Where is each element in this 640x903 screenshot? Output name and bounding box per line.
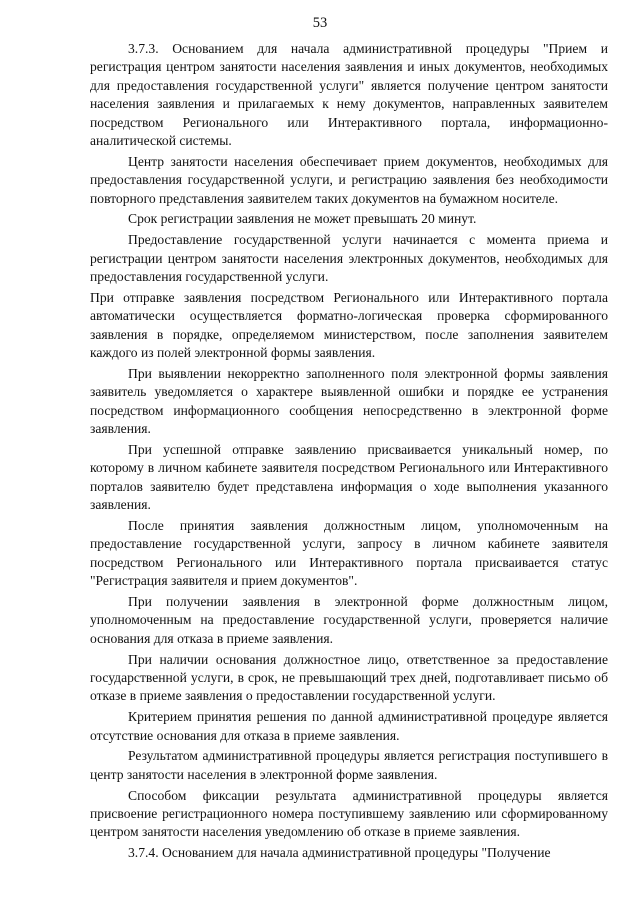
paragraph-decision-criterion: Критерием принятия решения по данной административной процедуре является отсутствие основания для отказа в приеме заявления. <box>90 709 608 743</box>
page-body <box>90 40 608 865</box>
paragraph-status-assignment: После принятия заявления должностным лицом, уполномоченным на предоставление государственной услуги, запросу в личном кабинете заявителя посредством Регионального или Интерактивного портала присваивается статус "Регистрация заявителя и прием документов". <box>90 517 608 589</box>
paragraph-registration-time: Срок регистрации заявления не может превышать 20 минут. <box>128 211 477 227</box>
paragraph-3-7-4: 3.7.4. Основанием для начала административной процедуры "Получение <box>128 845 551 861</box>
paragraph-3-7-3: 3.7.3. Основанием для начала административной процедуры "Прием и регистрация центром занятости населения заявления и иных документов, необходимых для предоставления государственной услуги" является получение центром занятости населения заявления и прилагаемых к нему документов, направленных заявителем посредством Регионального или Интерактивного портала, информационно-аналитической системы. <box>90 41 608 149</box>
paragraph-error-notification: При выявлении некорректно заполненного поля электронной формы заявления заявитель уведомляется о характере выявленной ошибки и порядке ее устранения посредством информационного сообщения непосредственно в электронной форме заявления. <box>90 365 608 437</box>
paragraph-refusal-letter: При наличии основания должностное лицо, ответственное за предоставление государственной услуги, в срок, не превышающий трех дней, подготавливает письмо об отказе в приеме заявления о предоставлении государственной услуги. <box>90 651 608 704</box>
paragraph-document-acceptance: Центр занятости населения обеспечивает прием документов, необходимых для предоставления государственной услуги, и регистрацию заявления без необходимости повторного представления заявителем таких документов на бумажном носителе. <box>90 153 608 206</box>
paragraph-format-check: При отправке заявления посредством Регионального или Интерактивного портала автоматически осуществляется форматно-логическая проверка сформированного заявления в порядке, определяемом министерством, после заполнения заявителем каждого из полей электронной формы заявления. <box>90 289 608 361</box>
paragraph-service-start: Предоставление государственной услуги начинается с момента приема и регистрации центром занятости населения электронных документов, необходимых для предоставления государственной услуги. <box>90 232 608 285</box>
paragraph-unique-number: При успешной отправке заявлению присваивается уникальный номер, по которому в личном кабинете заявителя посредством Регионального или Интерактивного порталов заявителю будет представлена информация о ходе выполнения указанного заявления. <box>90 441 608 513</box>
paragraph-refusal-check: При получении заявления в электронной форме должностным лицом, уполномоченным на предоставление государственной услуги, проверяется наличие основания для отказа в приеме заявления. <box>90 593 608 646</box>
paragraph-result-fixation: Способом фиксации результата административной процедуры является присвоение регистрационного номера поступившему заявлению или сформированному центром занятости населения уведомлению об отказе в приеме заявления. <box>90 787 608 840</box>
page-number: 53 <box>312 15 328 31</box>
paragraph-procedure-result: Результатом административной процедуры является регистрация поступившего в центр занятости населения в электронной форме заявления. <box>90 748 608 782</box>
